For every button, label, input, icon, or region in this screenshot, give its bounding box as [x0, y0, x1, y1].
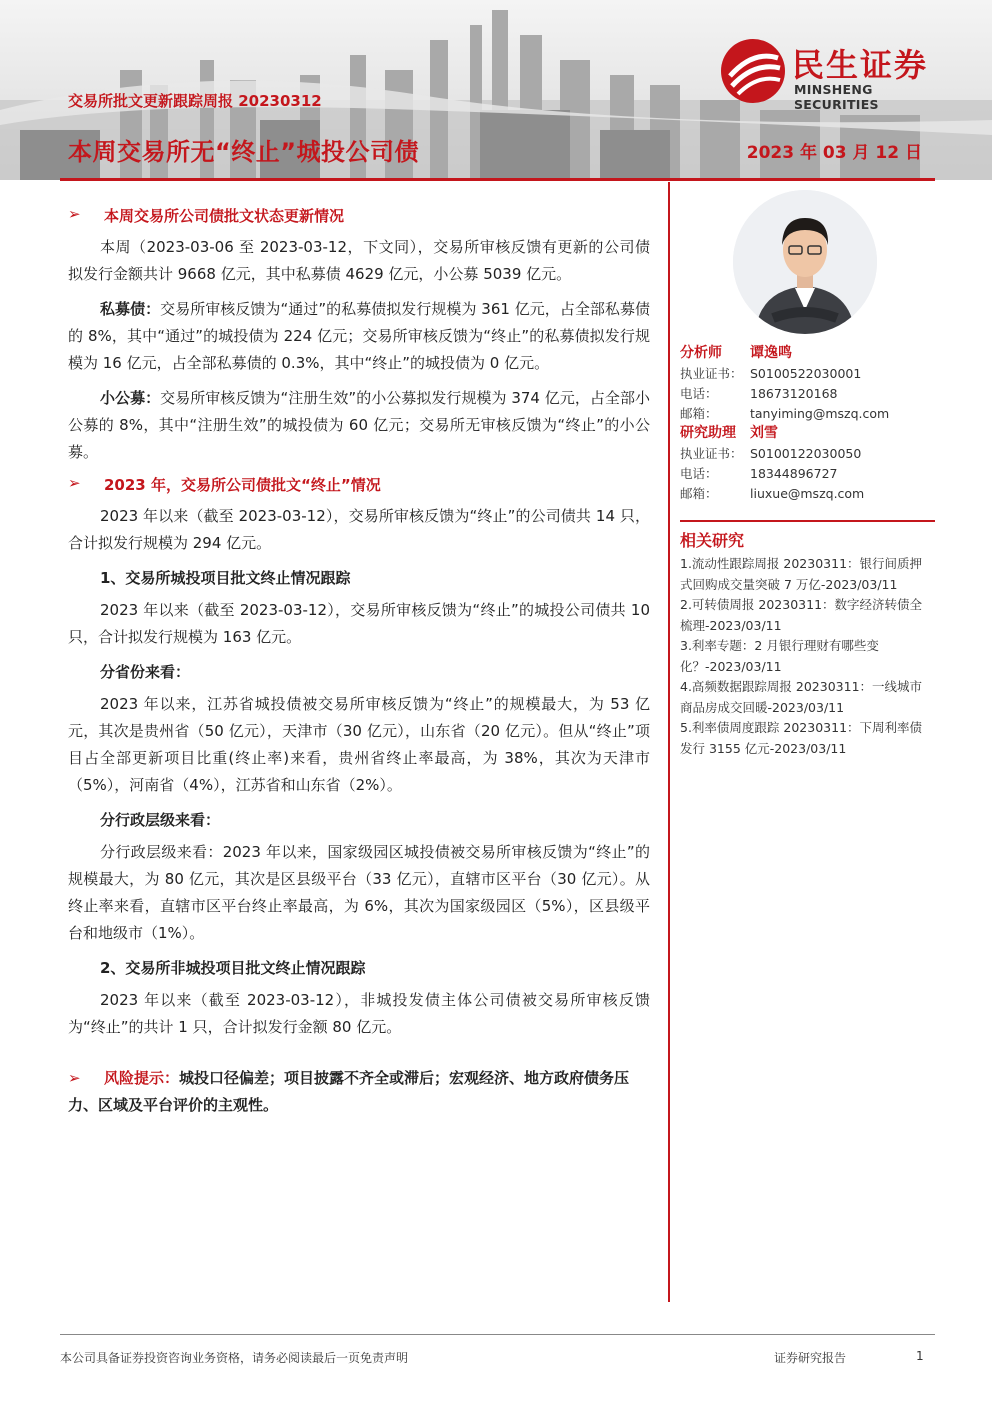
subheading: 分行政层级来看： — [100, 811, 221, 829]
analyst-cert: S0100122030050 — [750, 446, 862, 461]
logo-emblem-icon — [718, 36, 788, 106]
paragraph: 本周（2023-03-06 至 2023-03-12，下文同），交易所审核反馈有更新的公司债拟发行金额共计 9668 亿元，其中私募债 4629 亿元，小公募 5039 亿元。 — [68, 238, 650, 283]
subheading: 1、交易所城投项目批文终止情况跟踪 — [100, 569, 351, 587]
analyst-photo — [733, 190, 877, 334]
main-content — [68, 205, 650, 1119]
analyst-phone: 18673120168 — [750, 386, 838, 401]
subheading: 分省份来看： — [100, 663, 191, 681]
paragraph-private-bonds: 私募债：交易所审核反馈为“通过”的私募债拟发行规模为 361 亿元，占全部私募债的 8%，其中“通过”的城投债为 224 亿元；交易所审核反馈为“终止”的私募债拟发行规模为 16 亿元，占全部私募债的 0.3%，其中“终止”的城投债为 0 亿元。 — [68, 300, 650, 372]
page-number: 1 — [916, 1349, 924, 1363]
logo-text-cn: 民生证券 — [792, 46, 929, 84]
paragraph-small-public-bonds: 小公募：交易所审核反馈为“注册生效”的小公募拟发行规模为 374 亿元，占全部小公募的 8%，其中“注册生效”的城投债为 60 亿元；交易所无审核反馈为“终止”的小公募。 — [68, 389, 650, 461]
section-heading-weekly-update: ➢ 本周交易所公司债批文状态更新情况 — [68, 205, 345, 225]
analyst-phone: 18344896727 — [750, 466, 838, 481]
footer-divider — [60, 1334, 935, 1335]
risk-text: 城投口径偏差；项目披露不齐全或滞后；宏观经济、地方政府债务压力、区域及平台评价的主观性。 — [68, 1069, 630, 1114]
related-research-item[interactable]: 2.可转债周报 20230311：数字经济转债全梳理-2023/03/11 — [680, 597, 923, 633]
report-series-title: 交易所批文更新跟踪周报 20230312 — [68, 92, 322, 110]
arrow-bullet-icon: ➢ — [68, 205, 81, 223]
header-divider — [60, 178, 935, 181]
paragraph: 2023 年以来（截至 2023-03-12），非城投发债主体公司债被交易所审核反馈为“终止”的共计 1 只，合计拟发行金额 80 亿元。 — [68, 991, 650, 1036]
paragraph: 2023 年以来（截至 2023-03-12），交易所审核反馈为“终止”的公司债共 14 只，合计拟发行规模为 294 亿元。 — [68, 507, 650, 552]
paragraph-label: 私募债： — [100, 300, 161, 318]
footer-disclaimer: 本公司具备证券投资咨询业务资格，请务必阅读最后一页免责声明 — [60, 1351, 409, 1365]
company-logo — [718, 36, 958, 112]
report-title: 本周交易所无“终止”城投公司债 — [68, 138, 420, 166]
header-banner — [0, 0, 992, 180]
related-research-title: 相关研究 — [680, 531, 745, 550]
sidebar-divider — [680, 520, 935, 522]
analyst-email[interactable]: liuxue@mszq.com — [750, 486, 865, 501]
analyst-name: 谭逸鸣 — [750, 345, 792, 361]
related-research-item[interactable]: 5.利率债周度跟踪 20230311：下周利率债发行 3155 亿元-2023/03/11 — [680, 720, 923, 756]
analyst-role: 研究助理 — [680, 425, 736, 441]
analyst-name: 刘雪 — [750, 425, 778, 441]
analyst-card-1: 分析师 谭逸鸣 执业证书： S0100522030001 电话： 18673120168 邮箱： tanyiming@mszq.com — [680, 342, 935, 424]
arrow-bullet-icon: ➢ — [68, 1069, 81, 1087]
footer-doc-type: 证券研究报告 — [774, 1351, 847, 1365]
analyst-email[interactable]: tanyiming@mszq.com — [750, 406, 890, 421]
risk-warning — [68, 1065, 650, 1119]
column-divider — [668, 182, 670, 1302]
risk-label: 风险提示： — [104, 1069, 180, 1087]
report-date: 2023 年 03 月 12 日 — [746, 143, 922, 163]
paragraph-label: 小公募： — [100, 389, 161, 407]
analyst-cert: S0100522030001 — [750, 366, 862, 381]
paragraph: 2023 年以来（截至 2023-03-12），交易所审核反馈为“终止”的城投公司债共 10 只，合计拟发行规模为 163 亿元。 — [68, 601, 650, 646]
related-research-item[interactable]: 3.利率专题：2 月银行理财有哪些变化？-2023/03/11 — [680, 638, 879, 674]
analyst-card-2: 研究助理 刘雪 执业证书： S0100122030050 电话： 18344896727 邮箱： liuxue@mszq.com — [680, 422, 935, 504]
section-heading-termination: ➢ 2023 年，交易所公司债批文“终止”情况 — [68, 474, 381, 494]
analyst-role: 分析师 — [680, 345, 722, 361]
related-research-item[interactable]: 1.流动性跟踪周报 20230311：银行间质押式回购成交量突破 7 万亿-2023/03/11 — [680, 556, 923, 592]
logo-text-en: MINSHENG SECURITIES — [794, 82, 879, 112]
related-research-list — [680, 554, 930, 759]
subheading: 2、交易所非城投项目批文终止情况跟踪 — [100, 959, 366, 977]
paragraph: 2023 年以来，江苏省城投债被交易所审核反馈为“终止”的规模最大，为 53 亿元，其次是贵州省（50 亿元），天津市（30 亿元），山东省（20 亿元）。但从“终止”项目占全部更新项目比重(终止率)来看，贵州省终止率最高，为 38%，其次为天津市（5%），河南省（4%），江苏省和山东省（2%）。 — [68, 695, 650, 794]
person-icon — [733, 190, 877, 334]
related-research-item[interactable]: 4.高频数据跟踪周报 20230311：一线城市商品房成交回暖-2023/03/11 — [680, 679, 923, 715]
arrow-bullet-icon: ➢ — [68, 474, 81, 492]
paragraph: 分行政层级来看：2023 年以来，国家级园区城投债被交易所审核反馈为“终止”的规模最大，为 80 亿元，其次是区县级平台（33 亿元），直辖市区平台（30 亿元）。从终止率来看，直辖市区平台终止率最高，为 6%，其次为国家级园区（5%），区县级平台和地级市（1%）。 — [68, 843, 650, 942]
